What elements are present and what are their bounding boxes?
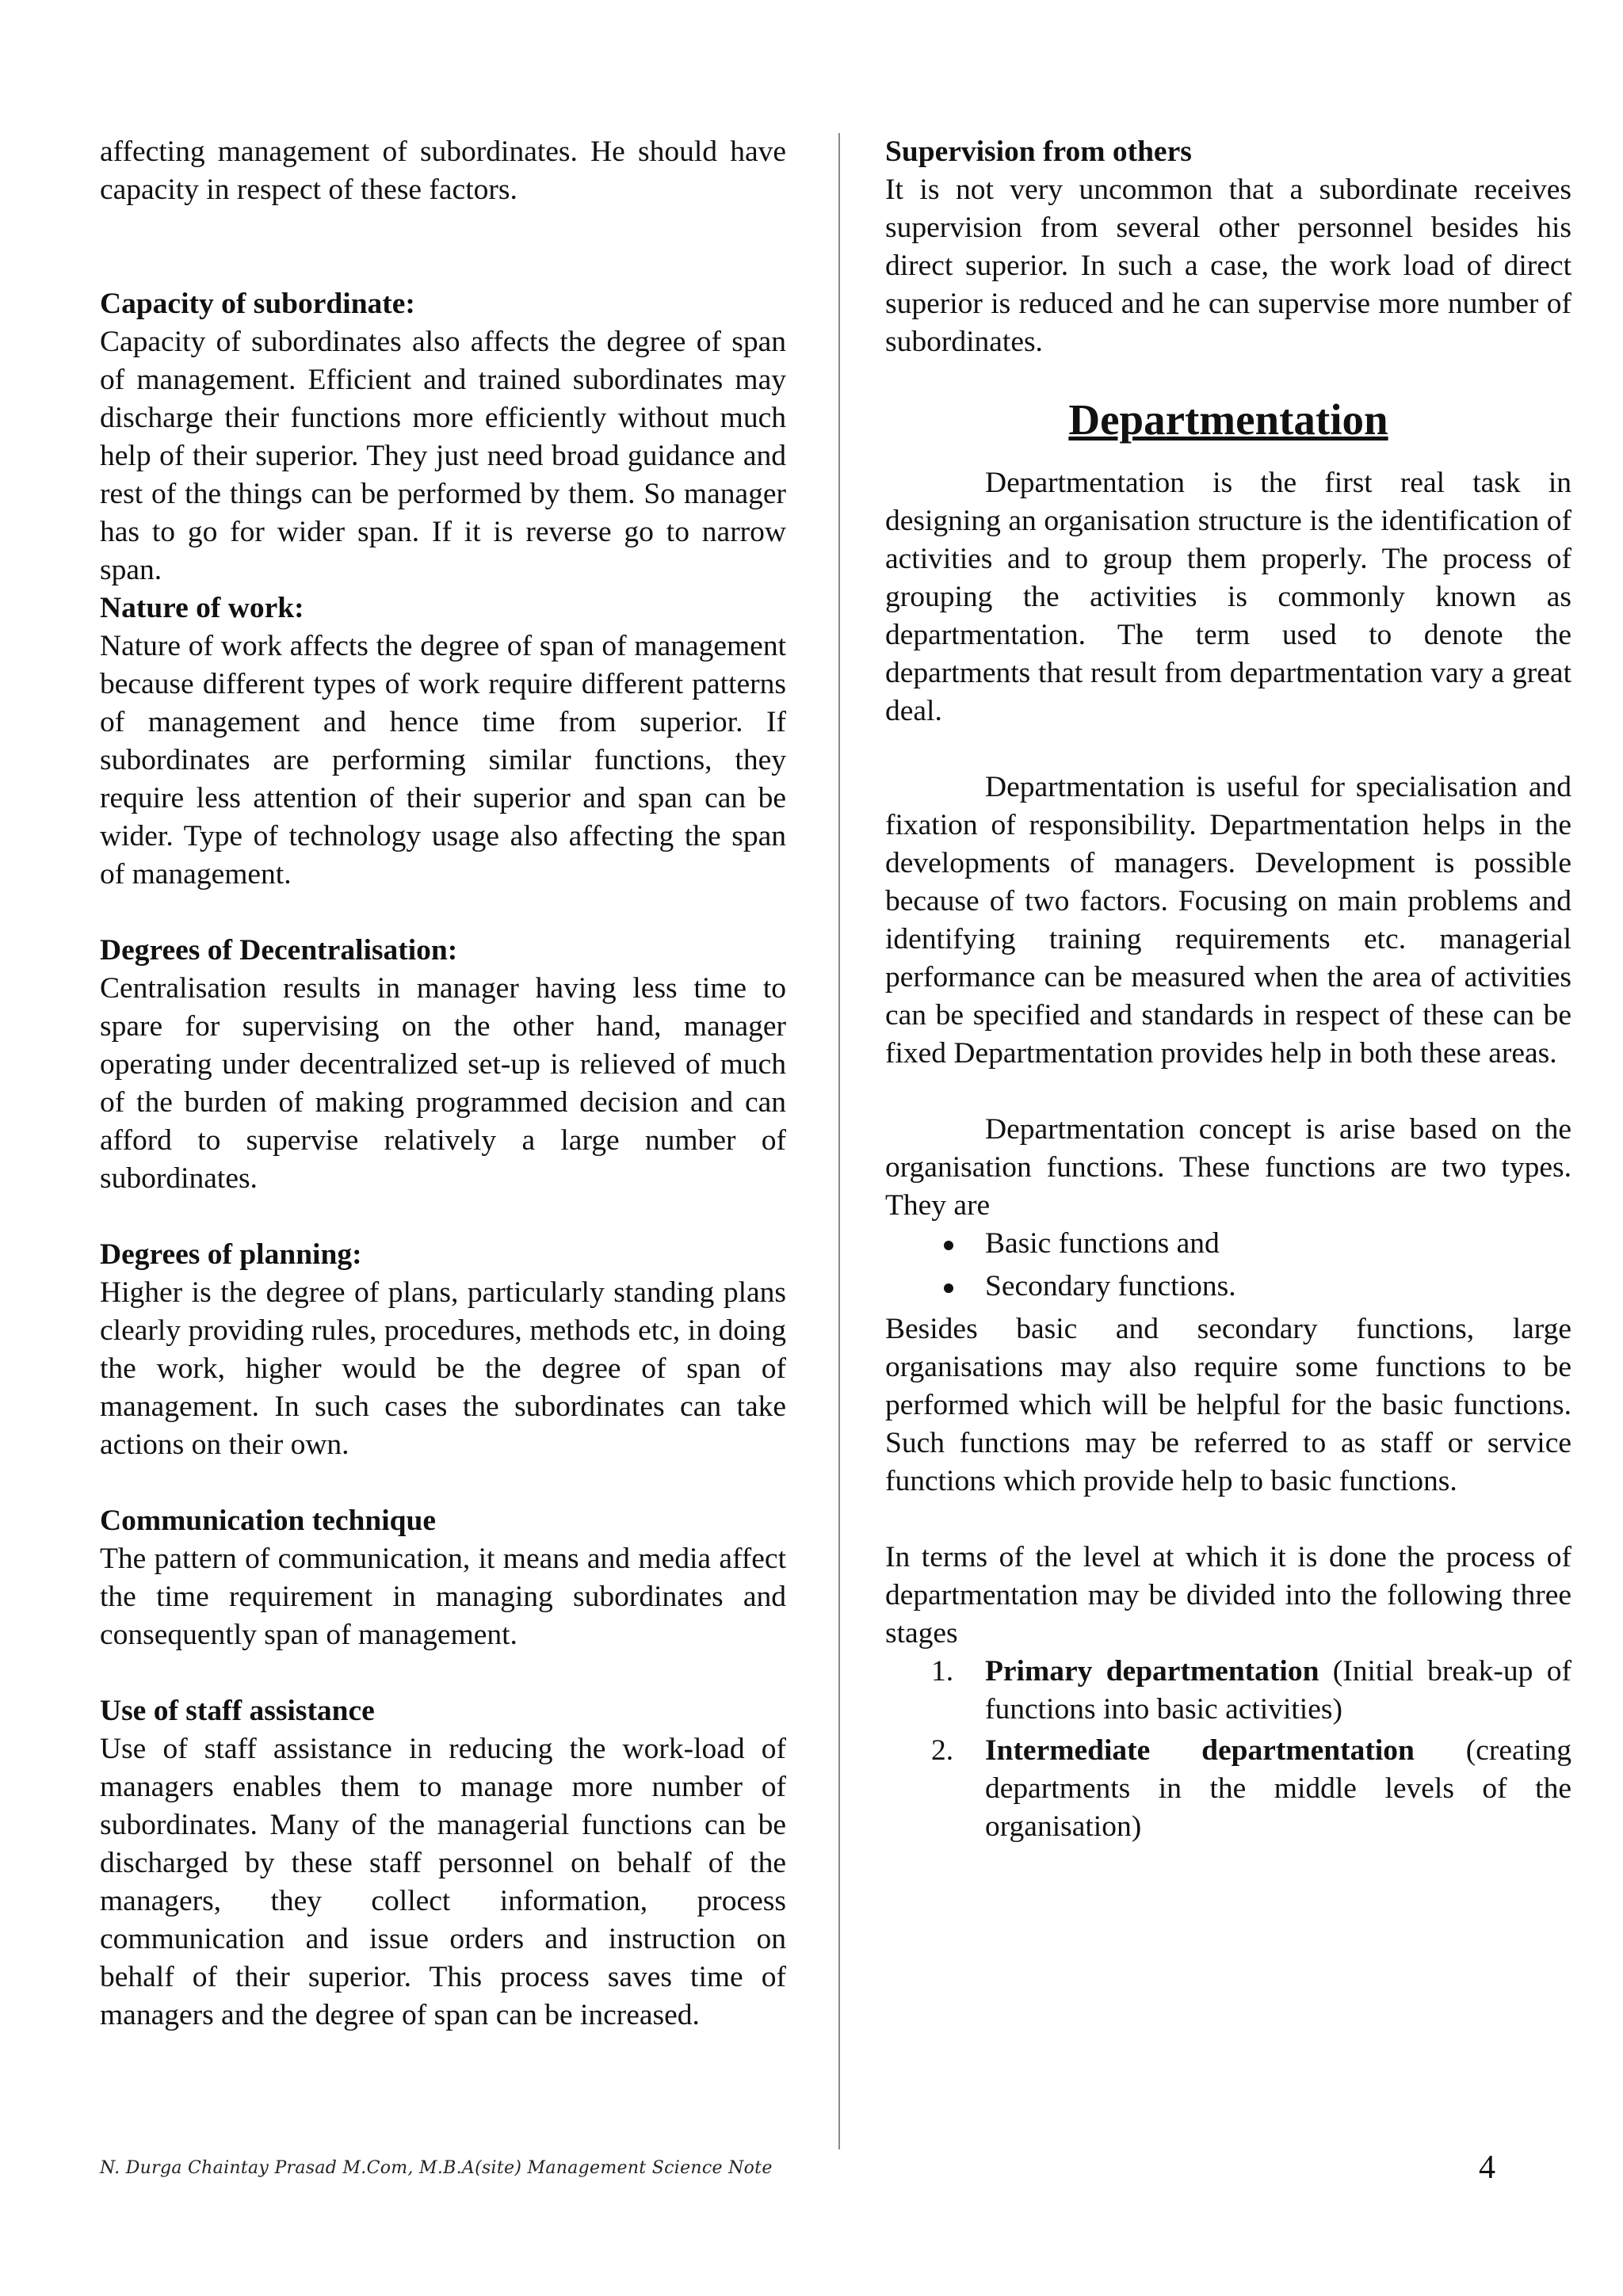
staff-assistance-heading: Use of staff assistance xyxy=(100,1695,375,1727)
bullet-icon xyxy=(944,1283,953,1293)
departmentation-paragraph-5: In terms of the level at which it is done the process of departmentation may be divided into the following three stages xyxy=(885,1541,1571,1650)
left-column xyxy=(100,133,786,2035)
list-item: Basic functions and xyxy=(885,1225,1571,1263)
capacity-heading: Capacity of subordinate: xyxy=(100,288,415,320)
nature-paragraph: Nature of work affects the degree of span of management because different types of work require different patterns of management and hence time from superior. If subordinates are performing similar functions, they require less attention of their superior and span can be wider. Type of technology usage also affecting the span of management. xyxy=(100,630,786,891)
footer-author-note: N. Durga Chaintay Prasad M.Com, M.B.A(site) Management Science Note xyxy=(100,2158,773,2178)
planning-paragraph: Higher is the degree of plans, particularly standing plans clearly providing rules, procedures, methods etc, in doing the work, higher would be the degree of span of management. In such cases the subordinates can take actions on their own. xyxy=(100,1276,786,1461)
stages-list xyxy=(885,1653,1571,1846)
departmentation-paragraph-4: Besides basic and secondary functions, large organisations may also require some functions to be performed which will be helpful for the basic functions. Such functions may be referred to as staff or service functions which provide help to basic functions. xyxy=(885,1313,1571,1497)
column-divider xyxy=(838,133,840,2149)
bullet-icon xyxy=(944,1241,953,1250)
right-column xyxy=(885,133,1571,1849)
decentralisation-heading: Degrees of Decentralisation: xyxy=(100,934,458,967)
staff-assistance-paragraph: Use of staff assistance in reducing the work-load of managers enables them to manage more number of subordinates. Many of the managerial functions can be discharged by these staff personnel on behalf of the managers, they collect information, process communication and issue orders and instruction on behalf of their superior. This process saves time of managers and the degree of span can be increased. xyxy=(100,1733,786,2031)
departmentation-paragraph-2: Departmentation is useful for specialisation and fixation of responsibility. Departmentation helps in the developments of managers. Development is possible because of two factors. Focusing on main problems and identifying training requirements etc. managerial performance can be measured when the area of activities can be specified and standards in respect of these can be fixed Departmentation provides help in both these areas. xyxy=(885,771,1571,1070)
nature-heading: Nature of work: xyxy=(100,592,304,624)
capacity-paragraph: Capacity of subordinates also affects the degree of span of management. Efficient and trained subordinates may discharge their functions more efficiently without much help of their superior. They just need broad guidance and rest of the things can be performed by them. So manager has to go for wider span. If it is reverse go to narrow span. xyxy=(100,326,786,586)
list-item: Secondary functions. xyxy=(885,1268,1571,1306)
departmentation-paragraph-1: Departmentation is the first real task in designing an organisation structure is the identification of activities and to group them properly. The process of grouping the activities is commonly known as departmentation. The term used to denote the departments that result from departmentation vary a great deal. xyxy=(885,467,1571,727)
planning-heading: Degrees of planning: xyxy=(100,1238,362,1271)
supervision-paragraph: It is not very uncommon that a subordinate receives supervision from several other personnel besides his direct superior. In such a case, the work load of direct superior is reduced and he can supervise more number of subordinates. xyxy=(885,174,1571,358)
intro-paragraph: affecting management of subordinates. He should have capacity in respect of these factors. xyxy=(100,135,786,206)
list-item: 1. Primary departmentation (Initial break-up of functions into basic activities) xyxy=(931,1655,1571,1726)
communication-paragraph: The pattern of communication, it means and media affect the time requirement in managing subordinates and consequently span of management. xyxy=(100,1543,786,1651)
departmentation-paragraph-3: Departmentation concept is arise based on the organisation functions. These functions are two types. They are xyxy=(885,1113,1571,1222)
page-number: 4 xyxy=(1479,2149,1495,2186)
list-item: 2. Intermediate departmentation (creating departments in the middle levels of the organisation) xyxy=(931,1734,1571,1843)
departmentation-title: Departmentation xyxy=(1068,395,1388,444)
communication-heading: Communication technique xyxy=(100,1505,436,1537)
function-types-list xyxy=(885,1225,1571,1306)
supervision-heading: Supervision from others xyxy=(885,135,1192,168)
decentralisation-paragraph: Centralisation results in manager having less time to spare for supervising on the other hand, manager operating under decentralized set-up is relieved of much of the burden of making programmed decision and can afford to supervise relatively a large number of subordinates. xyxy=(100,972,786,1195)
